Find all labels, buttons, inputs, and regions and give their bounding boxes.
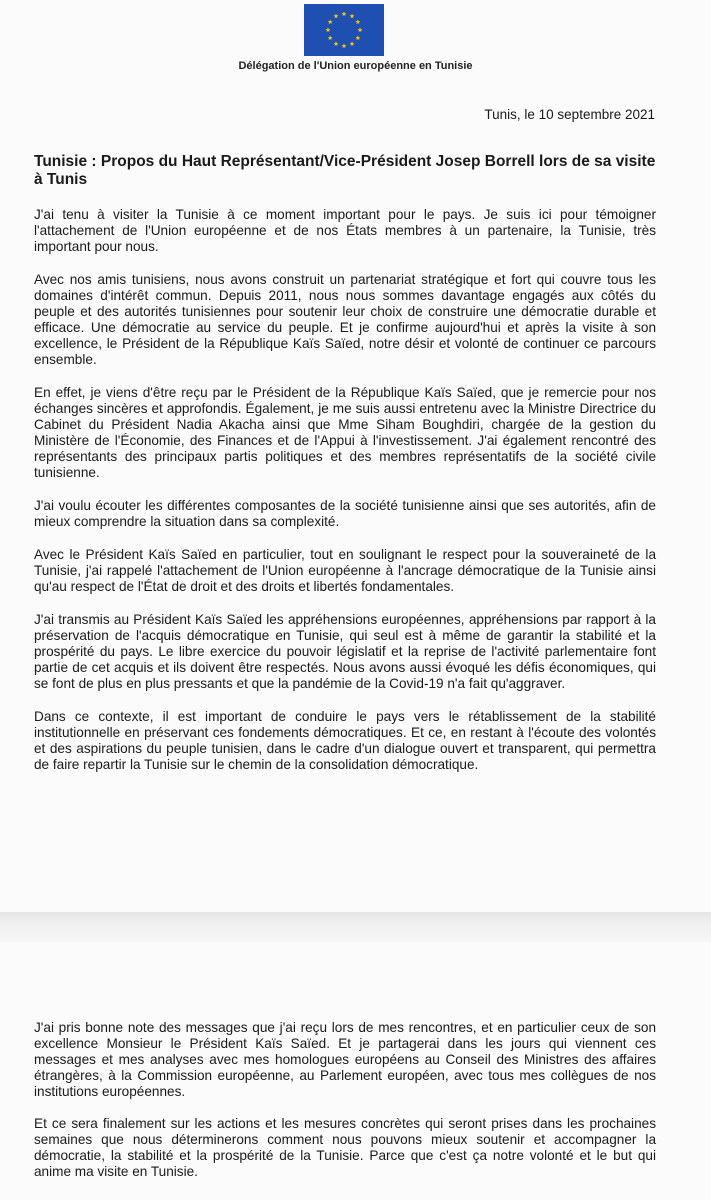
paragraph: Et ce sera finalement sur les actions et les mesures concrètes qui seront prises dans les prochaines semaines que nous déterminerons comment nous pouvons mieux soutenir et accompagner la démocratie, la stabilité et la prospérité de la Tunisie. Parce que c'est ça notre volonté et le but qui anime ma visite en Tunisie. [34,1116,656,1179]
document-body-continued [34,1020,656,1196]
paragraph: J'ai voulu écouter les différentes composantes de la société tunisienne ainsi que ses autorités, afin de mieux comprendre la situation dans sa complexité. [34,498,656,529]
star-icon [328,19,333,24]
eu-flag-graphic [304,4,384,56]
date-line: Tunis, le 10 septembre 2021 [484,107,655,122]
eu-flag-icon [304,4,384,56]
paragraph: J'ai pris bonne note des messages que j'ai reçu lors de mes rencontres, et en particulier ceux de son excellence Monsieur le Président Kaïs Saïed. Et je partagerai dans les jours qui viennent ces messages et mes analyses avec mes homologues européens au Conseil des Ministres des affaires étrangères, à la Commission européenne, au Parlement européen, avec tous mes collègues de nos institutions européennes. [34,1020,656,1099]
paragraph: J'ai transmis au Président Kaïs Saïed les appréhensions européennes, appréhensions par rapport à la préservation de l'acquis démocratique en Tunisie, qui seul est à même de garantir la stabilité et la prospérité du pays. Le libre exercice du pouvoir législatif et la reprise de l'activité parlementaire font partie de cet acquis et ils doivent être respectés. Nous avons aussi évoqué les défis économiques, qui se font de plus en plus pressants et que la pandémie de la Covid-19 n'a fait qu'aggraver. [34,612,656,691]
page-separator [0,912,711,942]
star-icon [355,35,360,40]
document-page-2 [0,942,711,1200]
paragraph: Dans ce contexte, il est important de conduire le pays vers le rétablissement de la stabilité institutionnelle en préservant ces fondements démocratiques. Et ce, en restant à l'écoute des volontés et des aspirations du peuple tunisien, dans le cadre d'un dialogue ouvert et transparent, qui permettra de faire repartir la Tunisie sur le chemin de la consolidation démocratique. [34,709,656,772]
organization-name: Délégation de l'Union européenne en Tunisie [238,60,473,72]
star-icon [328,35,333,40]
document-body [34,207,656,790]
star-icon [350,14,355,19]
paragraph: En effet, je viens d'être reçu par le Président de la République Kaïs Saïed, que je remercie pour nos échanges sincères et approfondis. Également, je me suis aussi entretenu avec la Ministre Directrice du Cabinet du Président Nadia Akacha ainsi que Mme Siham Boughdiri, chargée de la gestion du Ministère de l'Économie, des Finances et de l'Appui à l'investissement. J'ai également rencontré des représentants des principaux partis politiques et des membres représentatifs de la société civile tunisienne. [34,385,656,480]
star-icon [326,27,331,32]
star-icon [334,41,339,46]
star-icon [342,11,347,16]
paragraph: J'ai tenu à visiter la Tunisie à ce moment important pour le pays. Je suis ici pour témoigner l'attachement de l'Union européenne et de nos États membres à un partenaire, la Tunisie, très important pour nous. [34,207,656,254]
paragraph: Avec le Président Kaïs Saïed en particulier, tout en soulignant le respect pour la souveraineté de la Tunisie, j'ai rappelé l'attachement de l'Union européenne à l'ancrage démocratique de la Tunisie ainsi qu'au respect de l'État de droit et des droits et libertés fondamentales. [34,547,656,594]
star-icon [342,43,347,48]
star-icon [355,19,360,24]
document-title: Tunisie : Propos du Haut Représentant/Vice-Président Josep Borrell lors de sa visite à Tunis [34,153,656,188]
star-icon [350,41,355,46]
star-icon [334,14,339,19]
star-icon [358,27,363,32]
paragraph: Avec nos amis tunisiens, nous avons construit un partenariat stratégique et fort qui couvre tous les domaines d'intérêt commun. Depuis 2011, nous nous sommes davantage engagés aux côtés du peuple et des autorités tunisiennes pour soutenir leur choix de construire une démocratie durable et efficace. Une démocratie au service du peuple. Et je confirme aujourd'hui et après la visite à son excellence, le Président de la République Kaïs Saïed, notre désir et volonté de continuer ce parcours ensemble. [34,272,656,367]
